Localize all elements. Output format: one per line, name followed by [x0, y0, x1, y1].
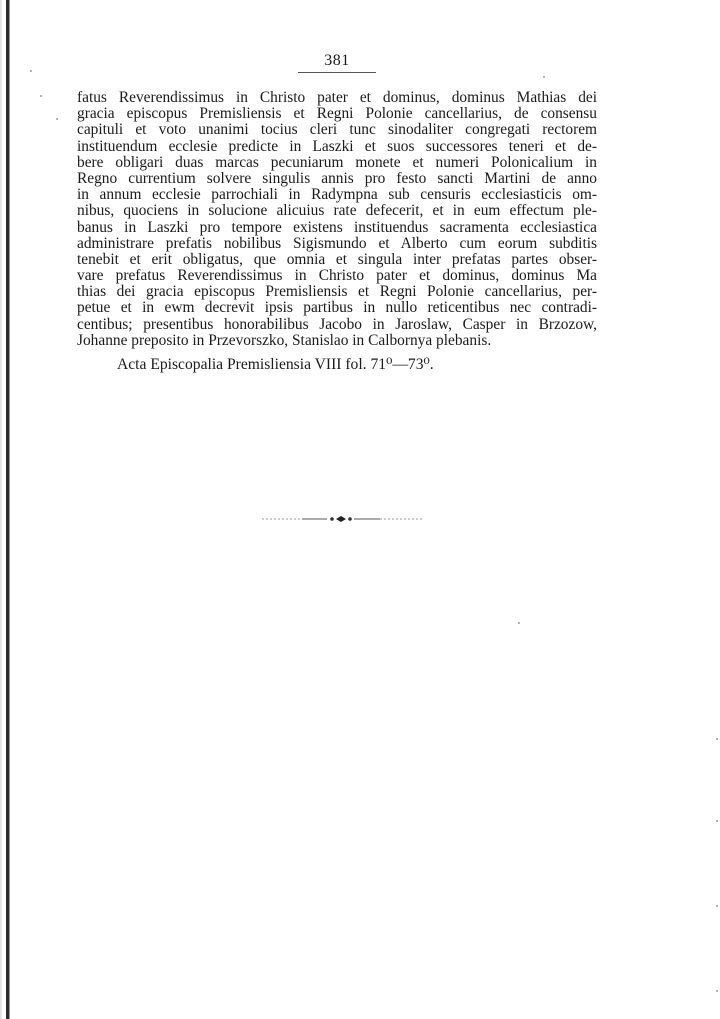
speckle	[30, 70, 32, 72]
text-line: petue et in ewm decrevit ipsis partibus in nullo reticentibus nec contradi-	[77, 299, 597, 317]
page-header	[297, 52, 377, 73]
text-line: nibus, quociens in solucione alicuius rate defecerit, et in eum effectum ple-	[77, 202, 597, 220]
body-text	[77, 90, 597, 349]
speckle	[716, 905, 718, 907]
page-number-rule	[298, 72, 376, 73]
text-line: Regno currentium solvere singulis annis pro festo sancti Martini de anno	[77, 169, 597, 187]
source-citation: Acta Episcopalia Premisliensia VIII fol. 71⁰—73⁰.	[117, 356, 434, 373]
speckle	[56, 118, 58, 120]
text-line: vare prefatus Reverendissimus in Christo pater et dominus, dominus Ma	[77, 267, 597, 285]
text-line: banus in Laszki pro tempore existens instituendus sacramenta ecclesiastica	[77, 218, 597, 236]
speckle	[716, 990, 718, 992]
text-line: administrare prefatis nobilibus Sigismundo et Alberto cum eorum subditis	[77, 234, 597, 252]
page-number: 381	[324, 52, 350, 69]
speckle	[543, 76, 545, 78]
text-line: capituli et voto unanimi tocius cleri tunc sinodaliter congregati rectorem	[77, 121, 597, 139]
speckle	[716, 820, 718, 822]
text-line: in annum ecclesie parrochiali in Radympna sub censuris ecclesiasticis om-	[77, 186, 597, 204]
text-line: tenebit et erit obligatus, que omnia et singula inter prefatas partes obser-	[77, 250, 597, 268]
speckle	[518, 622, 520, 624]
text-line: centibus; presentibus honorabilibus Jacobo in Jaroslaw, Casper in Brzozow,	[77, 315, 597, 333]
speckle	[716, 738, 718, 740]
text-line: bere obligari duas marcas pecuniarum monete et numeri Polonicalium in	[77, 153, 597, 171]
text-line: thias dei gracia episcopus Premisliensis et Regni Polonie cancellarius, per-	[77, 283, 597, 301]
text-line: fatus Reverendissimus in Christo pater et dominus, dominus Mathias dei	[77, 89, 597, 106]
text-line: instituendum ecclesie predicte in Laszki et suos successores teneri et de-	[77, 137, 597, 155]
text-line: gracia episcopus Premisliensis et Regni Polonie cancellarius, de consensu	[77, 105, 597, 123]
binding-edge	[0, 0, 14, 1019]
text-line: Johanne preposito in Przevorszko, Stanislao in Calbornya plebanis.	[77, 331, 492, 349]
speckle	[40, 95, 42, 97]
section-end-ornament	[262, 512, 422, 526]
